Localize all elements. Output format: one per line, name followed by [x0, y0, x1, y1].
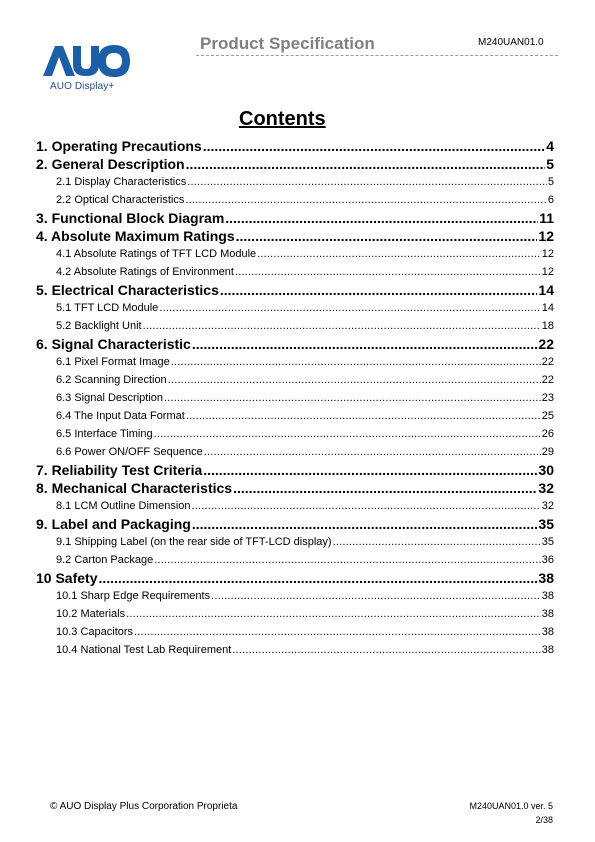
- toc-subsection-entry[interactable]: [36, 299, 554, 317]
- auo-logo-mark: [42, 44, 132, 78]
- toc-subsection-entry[interactable]: [36, 587, 554, 605]
- toc-subsection-entry[interactable]: [36, 407, 554, 425]
- toc-subsection-entry[interactable]: [36, 533, 554, 551]
- toc-entry-label: 5. Electrical Characteristics: [36, 282, 219, 298]
- toc-dot-leader: [187, 173, 547, 191]
- toc-entry-page: 38: [538, 570, 554, 586]
- toc-entry-label: 6.4 The Input Data Format: [56, 410, 185, 422]
- toc-entry-label: 6.6 Power ON/OFF Sequence: [56, 446, 203, 458]
- toc-entry-page: 38: [541, 626, 554, 638]
- toc-entry-label: 2. General Description: [36, 156, 185, 172]
- toc-entry-page: 29: [541, 446, 554, 458]
- toc-subsection-entry[interactable]: [36, 245, 554, 263]
- toc-section-entry[interactable]: [36, 569, 554, 587]
- toc-dot-leader: [204, 443, 541, 461]
- toc-entry-page: 12: [541, 248, 554, 260]
- header-title: Product Specification: [200, 34, 375, 53]
- toc-entry-page: 5: [546, 156, 554, 172]
- toc-dot-leader: [211, 587, 541, 605]
- toc-dot-leader: [192, 335, 538, 353]
- toc-section-entry[interactable]: [36, 461, 554, 479]
- toc-subsection-entry[interactable]: [36, 623, 554, 641]
- toc-subsection-entry[interactable]: [36, 263, 554, 281]
- toc-entry-page: 38: [541, 644, 554, 656]
- toc-subsection-entry[interactable]: [36, 317, 554, 335]
- logo-subtitle: AUO Display+: [50, 81, 115, 92]
- toc-dot-leader: [154, 551, 541, 569]
- toc-entry-page: 38: [541, 608, 554, 620]
- toc-entry-page: 32: [541, 500, 554, 512]
- toc-entry-page: 22: [541, 356, 554, 368]
- toc-section-entry[interactable]: [36, 335, 554, 353]
- toc-entry-label: 1. Operating Precautions: [36, 138, 202, 154]
- toc-entry-label: 4.2 Absolute Ratings of Environment: [56, 266, 234, 278]
- toc-entry-page: 30: [538, 462, 554, 478]
- toc-subsection-entry[interactable]: [36, 371, 554, 389]
- footer-page-number: 2/38: [535, 815, 553, 825]
- footer-version: M240UAN01.0 ver. 5: [469, 801, 553, 811]
- toc-dot-leader: [192, 497, 541, 515]
- toc-dot-leader: [143, 317, 541, 335]
- toc-entry-label: 8.1 LCM Outline Dimension: [56, 500, 191, 512]
- toc-dot-leader: [98, 569, 537, 587]
- table-of-contents: [36, 137, 554, 659]
- toc-dot-leader: [235, 263, 541, 281]
- toc-section-entry[interactable]: [36, 227, 554, 245]
- toc-entry-page: 6: [547, 194, 554, 206]
- toc-dot-leader: [164, 389, 541, 407]
- toc-subsection-entry[interactable]: [36, 389, 554, 407]
- toc-dot-leader: [134, 623, 541, 641]
- toc-entry-label: 7. Reliability Test Criteria: [36, 462, 203, 478]
- toc-entry-page: 22: [538, 336, 554, 352]
- toc-entry-label: 9.1 Shipping Label (on the rear side of TFT-LCD display): [56, 536, 332, 548]
- toc-entry-page: 25: [541, 410, 554, 422]
- toc-entry-label: 10.4 National Test Lab Requirement: [56, 644, 232, 656]
- toc-entry-label: 9.2 Carton Package: [56, 554, 154, 566]
- toc-entry-label: 6.2 Scanning Direction: [56, 374, 167, 386]
- toc-section-entry[interactable]: [36, 155, 554, 173]
- toc-subsection-entry[interactable]: [36, 605, 554, 623]
- toc-entry-label: 3. Functional Block Diagram: [36, 210, 225, 226]
- toc-entry-page: 38: [541, 590, 554, 602]
- toc-entry-page: 12: [541, 266, 554, 278]
- toc-dot-leader: [192, 515, 538, 533]
- toc-entry-label: 6.3 Signal Description: [56, 392, 164, 404]
- toc-entry-label: 8. Mechanical Characteristics: [36, 480, 233, 496]
- toc-dot-leader: [186, 407, 541, 425]
- toc-entry-label: 4. Absolute Maximum Ratings: [36, 228, 235, 244]
- toc-dot-leader: [333, 533, 541, 551]
- toc-entry-page: 23: [541, 392, 554, 404]
- toc-entry-page: 36: [541, 554, 554, 566]
- toc-entry-label: 10.2 Materials: [56, 608, 126, 620]
- toc-dot-leader: [185, 191, 546, 209]
- toc-entry-page: 26: [541, 428, 554, 440]
- toc-entry-page: 35: [541, 536, 554, 548]
- toc-entry-label: 10.1 Sharp Edge Requirements: [56, 590, 211, 602]
- toc-dot-leader: [225, 209, 538, 227]
- contents-title: Contents: [239, 108, 326, 130]
- toc-subsection-entry[interactable]: [36, 443, 554, 461]
- toc-entry-page: 12: [538, 228, 554, 244]
- toc-entry-label: 2.2 Optical Characteristics: [56, 194, 185, 206]
- toc-section-entry[interactable]: [36, 515, 554, 533]
- toc-dot-leader: [168, 371, 541, 389]
- toc-section-entry[interactable]: [36, 281, 554, 299]
- toc-section-entry[interactable]: [36, 209, 554, 227]
- toc-entry-label: 2.1 Display Characteristics: [56, 176, 187, 188]
- footer-copyright: © AUO Display Plus Corporation Proprieta: [50, 801, 238, 812]
- toc-entry-label: 5.2 Backlight Unit: [56, 320, 142, 332]
- toc-subsection-entry[interactable]: [36, 641, 554, 659]
- toc-dot-leader: [220, 281, 538, 299]
- toc-subsection-entry[interactable]: [36, 173, 554, 191]
- toc-subsection-entry[interactable]: [36, 191, 554, 209]
- toc-subsection-entry[interactable]: [36, 497, 554, 515]
- toc-entry-page: 5: [547, 176, 554, 188]
- toc-entry-page: 18: [541, 320, 554, 332]
- toc-dot-leader: [203, 461, 537, 479]
- toc-entry-label: 9. Label and Packaging: [36, 516, 191, 532]
- toc-dot-leader: [126, 605, 541, 623]
- toc-dot-leader: [186, 155, 546, 173]
- header-doc-id: M240UAN01.0: [478, 37, 544, 48]
- toc-dot-leader: [154, 425, 541, 443]
- toc-dot-leader: [203, 137, 545, 155]
- toc-dot-leader: [232, 641, 540, 659]
- toc-entry-label: 6.1 Pixel Format Image: [56, 356, 170, 368]
- toc-dot-leader: [257, 245, 541, 263]
- toc-entry-label: 6.5 Interface Timing: [56, 428, 153, 440]
- toc-entry-label: 6. Signal Characteristic: [36, 336, 191, 352]
- toc-entry-label: 10.3 Capacitors: [56, 626, 134, 638]
- toc-section-entry[interactable]: [36, 479, 554, 497]
- toc-entry-page: 35: [538, 516, 554, 532]
- toc-entry-label: 10 Safety: [36, 570, 98, 586]
- toc-entry-page: 4: [546, 138, 554, 154]
- header-divider: [196, 55, 558, 56]
- toc-entry-label: 5.1 TFT LCD Module: [56, 302, 159, 314]
- toc-dot-leader: [236, 227, 538, 245]
- toc-dot-leader: [233, 479, 537, 497]
- toc-dot-leader: [171, 353, 541, 371]
- toc-entry-page: 22: [541, 374, 554, 386]
- toc-entry-page: 14: [538, 282, 554, 298]
- toc-section-entry[interactable]: [36, 137, 554, 155]
- toc-entry-page: 32: [538, 480, 554, 496]
- toc-subsection-entry[interactable]: [36, 353, 554, 371]
- toc-entry-page: 14: [541, 302, 554, 314]
- footer-info: [469, 799, 553, 827]
- toc-entry-label: 4.1 Absolute Ratings of TFT LCD Module: [56, 248, 257, 260]
- toc-dot-leader: [159, 299, 540, 317]
- toc-subsection-entry[interactable]: [36, 425, 554, 443]
- toc-entry-page: 11: [539, 210, 554, 226]
- toc-subsection-entry[interactable]: [36, 551, 554, 569]
